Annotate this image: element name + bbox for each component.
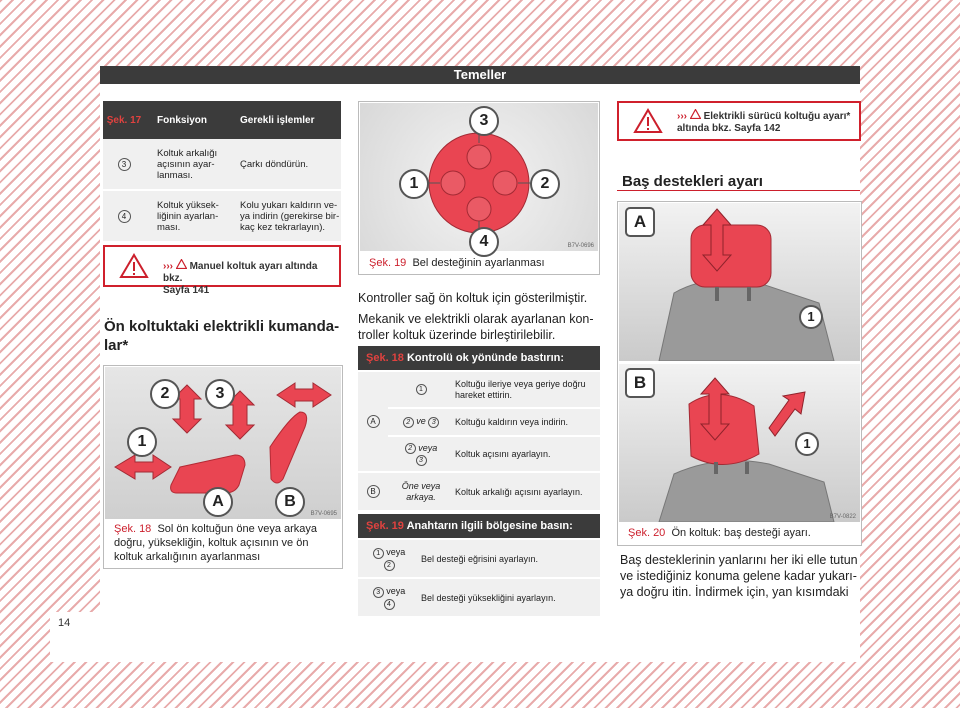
warning-box: [617, 101, 861, 141]
callout-2: 2: [150, 379, 180, 409]
callout-1: 1: [799, 305, 823, 329]
figure-18: [103, 365, 343, 569]
callout-A: A: [203, 487, 233, 517]
table-fig18-controls: [358, 346, 600, 510]
table-header-action: Gerekli işlemler: [240, 114, 315, 126]
warning-line1[interactable]: Manuel koltuk ayarı altında bkz.: [163, 261, 318, 284]
callout-3: 3: [205, 379, 235, 409]
warning-small-icon: [176, 259, 187, 269]
warning-text: ››› Elektrikli sürücü koltuğu ayarı* altında bkz. Sayfa 142: [677, 111, 851, 134]
warning-box: [103, 245, 341, 296]
page-number: 14: [58, 617, 71, 629]
warning-text: [163, 259, 339, 297]
headrest-drawing-B: [619, 364, 860, 522]
table-header-fig: Şek. 17: [106, 114, 142, 126]
table-fig19-controls: [358, 514, 600, 616]
table-cell-function: Koltuk yüksek- liğinin ayarlan- ması.: [157, 199, 219, 233]
section-title-electric-controls: Ön koltuktaki elektrikli kumanda- lar*: [104, 318, 340, 354]
figure-code: B7V-0822: [829, 514, 856, 520]
callout-number: 3: [118, 158, 131, 171]
figure-20: [617, 201, 862, 546]
table-cell-action: Kolu yukarı kaldırın ve- ya indirin (gerekirse bir- kaç kez tekrarlayın).: [240, 199, 340, 233]
table-header-function: Fonksiyon: [157, 114, 208, 126]
table-cell-action: Çarkı döndürün.: [240, 158, 309, 170]
mid-body-text: [358, 290, 602, 343]
table-row: 2 veya 3 Koltuk açısını ayarlayın.: [358, 436, 600, 472]
warning-line1[interactable]: Elektrikli sürücü koltuğu ayarı*: [703, 111, 851, 122]
table-title-bar: Şek. 19 Anahtarın ilgili bölgesine basın:: [358, 514, 600, 538]
figure-18-illustration: [105, 367, 341, 519]
figure-19: [358, 101, 600, 275]
warning-line2[interactable]: Sayfa 141: [163, 285, 210, 296]
table-cell-function: Koltuk arkalığı açısının ayar- lanması.: [157, 147, 218, 181]
warning-line2[interactable]: altında bkz. Sayfa 142: [677, 123, 781, 134]
link-arrow: ›››: [163, 261, 173, 272]
table-row: A 1 Koltuğu ileriye veya geriye doğru hareket ettirin.: [358, 372, 600, 408]
section-rule: [617, 190, 860, 191]
table-row: B Öne veya arkaya. Koltuk arkalığı açısını ayarlayın.: [358, 472, 600, 510]
table-row: 2 ve 3 Koltuğu kaldırın veya indirin.: [358, 408, 600, 436]
figure-20-panel-B: [619, 364, 860, 522]
figure-19-caption: Şek. 19 Bel desteğinin ayarlanması: [369, 257, 545, 269]
warning-triangle-icon: [633, 108, 663, 134]
table-row: [103, 191, 341, 241]
paragraph: Mekanik ve elektrikli olarak ayarlanan kon- troller koltuk üzerinde birleştirilebilir.: [358, 312, 594, 342]
paragraph: Kontroller sağ ön koltuk için gösterilmiştir.: [358, 291, 588, 305]
group-label-A: A: [367, 415, 380, 428]
table-row: [103, 139, 341, 189]
table-functions: [103, 101, 341, 241]
section-title-headrest: Baş destekleri ayarı: [622, 173, 763, 190]
callout-number: 4: [118, 210, 131, 223]
callout-1: 1: [399, 169, 429, 199]
group-label-B: B: [367, 485, 380, 498]
figure-code: B7V-0696: [567, 243, 594, 249]
callout-1: 1: [127, 427, 157, 457]
panel-label-A: A: [625, 207, 655, 237]
panel-label-B: B: [625, 368, 655, 398]
figure-20-caption: Şek. 20 Ön koltuk: baş desteği ayarı.: [628, 527, 811, 539]
callout-1: 1: [795, 432, 819, 456]
warning-triangle-icon: [119, 253, 149, 279]
callout-3: 3: [469, 106, 499, 136]
callout-2: 2: [530, 169, 560, 199]
table-title-bar: Şek. 18 Kontrolü ok yönünde bastırın:: [358, 346, 600, 370]
right-body-text: Baş desteklerinin yanlarını her iki elle tutun ve istediğiniz konuma gelene kadar yukarı- ya doğru itin. İndirmek için, yan kısımdaki: [620, 553, 858, 599]
warning-small-icon: [690, 109, 701, 119]
figure-20-panel-A: [619, 203, 860, 361]
callout-4: 4: [469, 227, 499, 257]
figure-18-caption: Şek. 18 Sol ön koltuğun öne veya arkaya doğru, yüksekliğin, koltuk açısının ve ön koltuk arkalığının ayarlanması: [114, 523, 318, 563]
figure-19-illustration: [360, 103, 598, 251]
page-header: Temeller: [100, 66, 860, 84]
figure-code: B7V-0695: [310, 511, 337, 517]
callout-B: B: [275, 487, 305, 517]
table-row: 1 veya 2 Bel desteği eğrisini ayarlayın.: [358, 540, 600, 578]
table-row: 3 veya 4 Bel desteği yüksekliğini ayarlayın.: [358, 578, 600, 616]
headrest-drawing-A: [619, 203, 860, 361]
